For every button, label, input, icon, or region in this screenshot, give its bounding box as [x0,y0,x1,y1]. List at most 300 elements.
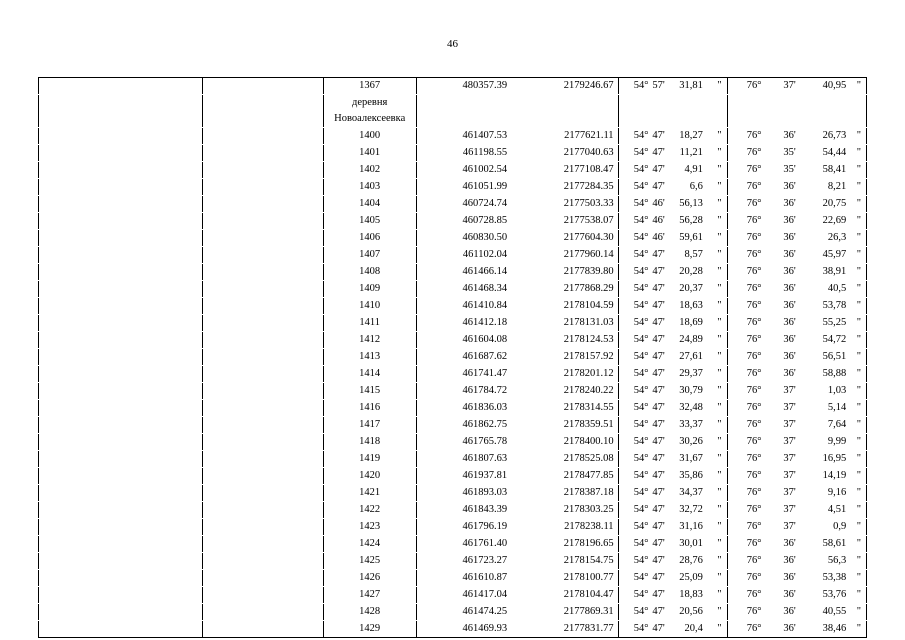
x-coordinate: 480357.39 [416,78,523,95]
latitude-seconds-mark: " [703,400,727,417]
empty-cell [39,604,203,621]
empty-cell [202,587,323,604]
point-number: 1418 [323,434,416,451]
longitude-degrees: 76° [727,298,765,315]
longitude-minutes: 37' [765,451,795,468]
latitude-degrees: 54° [618,485,652,502]
table-row [39,604,867,621]
empty-cell [202,315,323,332]
y-coordinate: 2178100.77 [523,570,618,587]
latitude-seconds-mark: " [703,366,727,383]
x-coordinate: 461843.39 [416,502,523,519]
longitude-degrees [727,95,765,128]
latitude-seconds-mark: " [703,315,727,332]
table-row [39,230,867,247]
y-coordinate: 2178303.25 [523,502,618,519]
y-coordinate: 2178154.75 [523,553,618,570]
empty-cell [39,587,203,604]
empty-cell [202,281,323,298]
point-number: 1427 [323,587,416,604]
longitude-degrees: 76° [727,332,765,349]
longitude-seconds: 9,16 [796,485,846,502]
latitude-seconds: 18,63 [665,298,703,315]
empty-cell [39,196,203,213]
longitude-minutes: 36' [765,179,795,196]
point-number: 1367 [323,78,416,95]
longitude-seconds-mark: " [846,485,866,502]
latitude-degrees: 54° [618,604,652,621]
point-number: 1426 [323,570,416,587]
y-coordinate: 2177960.14 [523,247,618,264]
empty-cell [39,332,203,349]
empty-cell [202,128,323,145]
x-coordinate: 461002.54 [416,162,523,179]
x-coordinate: 461469.93 [416,621,523,638]
longitude-degrees: 76° [727,587,765,604]
longitude-minutes: 36' [765,332,795,349]
longitude-seconds: 5,14 [796,400,846,417]
latitude-seconds: 32,72 [665,502,703,519]
table-row [39,502,867,519]
latitude-minutes: 47' [652,451,664,468]
empty-cell [202,485,323,502]
empty-cell [202,196,323,213]
longitude-minutes: 37' [765,434,795,451]
latitude-seconds-mark [703,95,727,128]
longitude-seconds: 1,03 [796,383,846,400]
latitude-seconds-mark: " [703,145,727,162]
table-row [39,553,867,570]
longitude-degrees: 76° [727,264,765,281]
y-coordinate: 2178240.22 [523,383,618,400]
latitude-degrees: 54° [618,400,652,417]
latitude-minutes: 46' [652,230,664,247]
latitude-degrees [618,95,652,128]
empty-cell [202,230,323,247]
longitude-minutes: 36' [765,536,795,553]
longitude-seconds: 7,64 [796,417,846,434]
latitude-minutes: 47' [652,553,664,570]
empty-cell [202,366,323,383]
empty-cell [39,162,203,179]
longitude-degrees: 76° [727,145,765,162]
longitude-minutes: 37' [765,417,795,434]
longitude-seconds: 14,19 [796,468,846,485]
empty-cell [39,349,203,366]
latitude-degrees: 54° [618,519,652,536]
latitude-seconds: 56,28 [665,213,703,230]
longitude-seconds: 40,95 [796,78,846,95]
latitude-minutes: 47' [652,264,664,281]
longitude-seconds-mark: " [846,247,866,264]
latitude-seconds-mark: " [703,434,727,451]
table-row [39,417,867,434]
longitude-minutes: 36' [765,128,795,145]
empty-cell [39,400,203,417]
longitude-minutes: 36' [765,553,795,570]
longitude-seconds-mark: " [846,434,866,451]
latitude-seconds: 29,37 [665,366,703,383]
longitude-seconds-mark: " [846,400,866,417]
latitude-degrees: 54° [618,298,652,315]
table-row [39,383,867,400]
longitude-degrees: 76° [727,128,765,145]
latitude-minutes: 47' [652,179,664,196]
latitude-seconds-mark: " [703,553,727,570]
latitude-seconds-mark: " [703,536,727,553]
point-number: 1410 [323,298,416,315]
point-number: 1402 [323,162,416,179]
latitude-seconds-mark: " [703,196,727,213]
latitude-minutes: 46' [652,213,664,230]
table-row [39,281,867,298]
longitude-seconds [796,95,846,128]
empty-cell [202,604,323,621]
table-row [39,128,867,145]
longitude-degrees: 76° [727,468,765,485]
point-number: 1421 [323,485,416,502]
latitude-degrees: 54° [618,553,652,570]
latitude-minutes: 46' [652,196,664,213]
latitude-minutes: 47' [652,417,664,434]
y-coordinate: 2178387.18 [523,485,618,502]
empty-cell [39,315,203,332]
longitude-seconds-mark: " [846,536,866,553]
point-number: 1428 [323,604,416,621]
latitude-degrees: 54° [618,264,652,281]
longitude-minutes: 37' [765,468,795,485]
x-coordinate: 461468.34 [416,281,523,298]
point-number: 1401 [323,145,416,162]
x-coordinate: 461051.99 [416,179,523,196]
latitude-seconds-mark: " [703,519,727,536]
longitude-seconds: 40,5 [796,281,846,298]
empty-cell [39,502,203,519]
point-number: 1412 [323,332,416,349]
x-coordinate: 461784.72 [416,383,523,400]
point-number: 1413 [323,349,416,366]
longitude-seconds-mark: " [846,366,866,383]
point-number: 1419 [323,451,416,468]
y-coordinate: 2177538.07 [523,213,618,230]
longitude-seconds-mark: " [846,315,866,332]
latitude-seconds-mark: " [703,468,727,485]
longitude-degrees: 76° [727,315,765,332]
latitude-minutes: 47' [652,536,664,553]
latitude-seconds: 34,37 [665,485,703,502]
empty-cell [39,128,203,145]
longitude-minutes: 36' [765,247,795,264]
longitude-seconds-mark: " [846,145,866,162]
table-row [39,179,867,196]
table-row [39,298,867,315]
longitude-seconds-mark: " [846,604,866,621]
x-coordinate: 461741.47 [416,366,523,383]
y-coordinate: 2177868.29 [523,281,618,298]
longitude-seconds-mark: " [846,281,866,298]
longitude-degrees: 76° [727,502,765,519]
longitude-degrees: 76° [727,485,765,502]
empty-cell [202,519,323,536]
latitude-minutes: 47' [652,400,664,417]
latitude-minutes: 47' [652,349,664,366]
latitude-minutes: 47' [652,621,664,638]
latitude-seconds: 31,81 [665,78,703,95]
latitude-seconds-mark: " [703,349,727,366]
y-coordinate: 2178314.55 [523,400,618,417]
point-number: 1422 [323,502,416,519]
longitude-seconds: 22,69 [796,213,846,230]
longitude-seconds: 38,46 [796,621,846,638]
longitude-degrees: 76° [727,247,765,264]
longitude-seconds-mark: " [846,621,866,638]
latitude-degrees: 54° [618,128,652,145]
longitude-minutes: 36' [765,570,795,587]
latitude-minutes: 47' [652,366,664,383]
empty-cell [39,281,203,298]
table-row [39,332,867,349]
longitude-seconds-mark: " [846,417,866,434]
longitude-seconds-mark: " [846,349,866,366]
table-body [39,78,867,638]
longitude-degrees: 76° [727,162,765,179]
longitude-minutes: 36' [765,315,795,332]
longitude-seconds: 54,72 [796,332,846,349]
latitude-seconds: 4,91 [665,162,703,179]
x-coordinate: 461687.62 [416,349,523,366]
latitude-seconds-mark: " [703,621,727,638]
latitude-seconds-mark: " [703,179,727,196]
table-row [39,519,867,536]
latitude-minutes: 47' [652,383,664,400]
latitude-degrees: 54° [618,536,652,553]
longitude-degrees: 76° [727,349,765,366]
longitude-seconds-mark: " [846,179,866,196]
latitude-seconds: 32,48 [665,400,703,417]
x-coordinate: 461412.18 [416,315,523,332]
empty-cell [39,298,203,315]
latitude-seconds-mark: " [703,230,727,247]
latitude-minutes: 47' [652,128,664,145]
latitude-minutes: 47' [652,604,664,621]
longitude-seconds-mark: " [846,502,866,519]
table-row [39,315,867,332]
empty-cell [39,264,203,281]
empty-cell [202,78,323,95]
x-coordinate: 460728.85 [416,213,523,230]
longitude-seconds: 4,51 [796,502,846,519]
latitude-degrees: 54° [618,213,652,230]
y-coordinate: 2178157.92 [523,349,618,366]
latitude-degrees: 54° [618,587,652,604]
point-number: 1407 [323,247,416,264]
latitude-seconds: 6,6 [665,179,703,196]
longitude-minutes [765,95,795,128]
empty-cell [202,298,323,315]
y-coordinate: 2178196.65 [523,536,618,553]
latitude-seconds-mark: " [703,78,727,95]
latitude-minutes: 47' [652,468,664,485]
empty-cell [202,417,323,434]
latitude-degrees: 54° [618,196,652,213]
point-number: 1411 [323,315,416,332]
longitude-minutes: 36' [765,349,795,366]
longitude-seconds: 53,38 [796,570,846,587]
empty-cell [39,468,203,485]
y-coordinate: 2177040.63 [523,145,618,162]
latitude-degrees: 54° [618,383,652,400]
latitude-seconds-mark: " [703,383,727,400]
longitude-degrees: 76° [727,213,765,230]
longitude-degrees: 76° [727,366,765,383]
longitude-degrees: 76° [727,570,765,587]
latitude-seconds-mark: " [703,485,727,502]
point-number: 1400 [323,128,416,145]
latitude-seconds: 27,61 [665,349,703,366]
longitude-minutes: 37' [765,502,795,519]
empty-cell [202,247,323,264]
table-row [39,264,867,281]
latitude-seconds-mark: " [703,332,727,349]
latitude-seconds-mark: " [703,570,727,587]
latitude-seconds-mark: " [703,247,727,264]
latitude-degrees: 54° [618,366,652,383]
latitude-degrees: 54° [618,434,652,451]
latitude-seconds: 20,28 [665,264,703,281]
latitude-seconds: 18,83 [665,587,703,604]
settlement-label [323,95,416,128]
longitude-degrees: 76° [727,434,765,451]
longitude-seconds-mark: " [846,383,866,400]
longitude-seconds: 16,95 [796,451,846,468]
table-row [39,400,867,417]
point-number: 1415 [323,383,416,400]
y-coordinate: 2177503.33 [523,196,618,213]
empty-cell [202,468,323,485]
longitude-degrees: 76° [727,451,765,468]
longitude-seconds: 9,99 [796,434,846,451]
settlement-label-line: Новоалексеевка [334,113,406,124]
table-row [39,434,867,451]
latitude-seconds: 35,86 [665,468,703,485]
empty-cell [39,78,203,95]
table-row [39,145,867,162]
longitude-seconds: 26,3 [796,230,846,247]
empty-cell [39,434,203,451]
point-number: 1408 [323,264,416,281]
latitude-seconds: 20,56 [665,604,703,621]
latitude-seconds-mark: " [703,298,727,315]
longitude-minutes: 36' [765,264,795,281]
latitude-minutes: 47' [652,587,664,604]
latitude-degrees: 54° [618,570,652,587]
latitude-minutes: 47' [652,162,664,179]
y-coordinate: 2178238.11 [523,519,618,536]
x-coordinate: 461417.04 [416,587,523,604]
x-coordinate [416,95,523,128]
y-coordinate: 2178124.53 [523,332,618,349]
latitude-seconds: 31,16 [665,519,703,536]
x-coordinate: 461862.75 [416,417,523,434]
latitude-degrees: 54° [618,281,652,298]
empty-cell [39,570,203,587]
y-coordinate: 2177604.30 [523,230,618,247]
latitude-minutes: 47' [652,485,664,502]
y-coordinate: 2177284.35 [523,179,618,196]
table-row [39,78,867,95]
latitude-degrees: 54° [618,502,652,519]
longitude-minutes: 36' [765,230,795,247]
table-row [39,95,867,128]
longitude-minutes: 36' [765,196,795,213]
table-row [39,366,867,383]
latitude-minutes: 47' [652,332,664,349]
longitude-seconds-mark: " [846,213,866,230]
table-row [39,213,867,230]
table-row [39,468,867,485]
table-row [39,536,867,553]
empty-cell [202,383,323,400]
longitude-seconds: 40,55 [796,604,846,621]
point-number: 1405 [323,213,416,230]
latitude-seconds-mark: " [703,213,727,230]
x-coordinate: 461610.87 [416,570,523,587]
empty-cell [202,434,323,451]
x-coordinate: 460830.50 [416,230,523,247]
empty-cell [39,451,203,468]
table-row [39,451,867,468]
longitude-seconds-mark: " [846,587,866,604]
x-coordinate: 461807.63 [416,451,523,468]
empty-cell [39,366,203,383]
y-coordinate: 2177831.77 [523,621,618,638]
y-coordinate: 2178525.08 [523,451,618,468]
table-row [39,349,867,366]
table-row [39,570,867,587]
longitude-seconds: 8,21 [796,179,846,196]
longitude-seconds-mark [846,95,866,128]
y-coordinate: 2177621.11 [523,128,618,145]
longitude-degrees: 76° [727,383,765,400]
latitude-seconds: 30,26 [665,434,703,451]
longitude-seconds-mark: " [846,162,866,179]
latitude-minutes: 47' [652,519,664,536]
longitude-seconds-mark: " [846,332,866,349]
latitude-seconds-mark: " [703,502,727,519]
latitude-degrees: 54° [618,349,652,366]
y-coordinate: 2179246.67 [523,78,618,95]
latitude-seconds: 56,13 [665,196,703,213]
table-row [39,196,867,213]
point-number: 1406 [323,230,416,247]
y-coordinate: 2178477.85 [523,468,618,485]
longitude-minutes: 37' [765,78,795,95]
point-number: 1414 [323,366,416,383]
empty-cell [39,621,203,638]
longitude-seconds-mark: " [846,196,866,213]
coordinates-table [38,77,867,638]
longitude-degrees: 76° [727,519,765,536]
empty-cell [202,536,323,553]
latitude-seconds: 30,01 [665,536,703,553]
latitude-minutes: 57' [652,78,664,95]
empty-cell [39,553,203,570]
x-coordinate: 461102.04 [416,247,523,264]
empty-cell [202,179,323,196]
longitude-minutes: 36' [765,298,795,315]
latitude-minutes: 47' [652,315,664,332]
longitude-seconds: 58,88 [796,366,846,383]
